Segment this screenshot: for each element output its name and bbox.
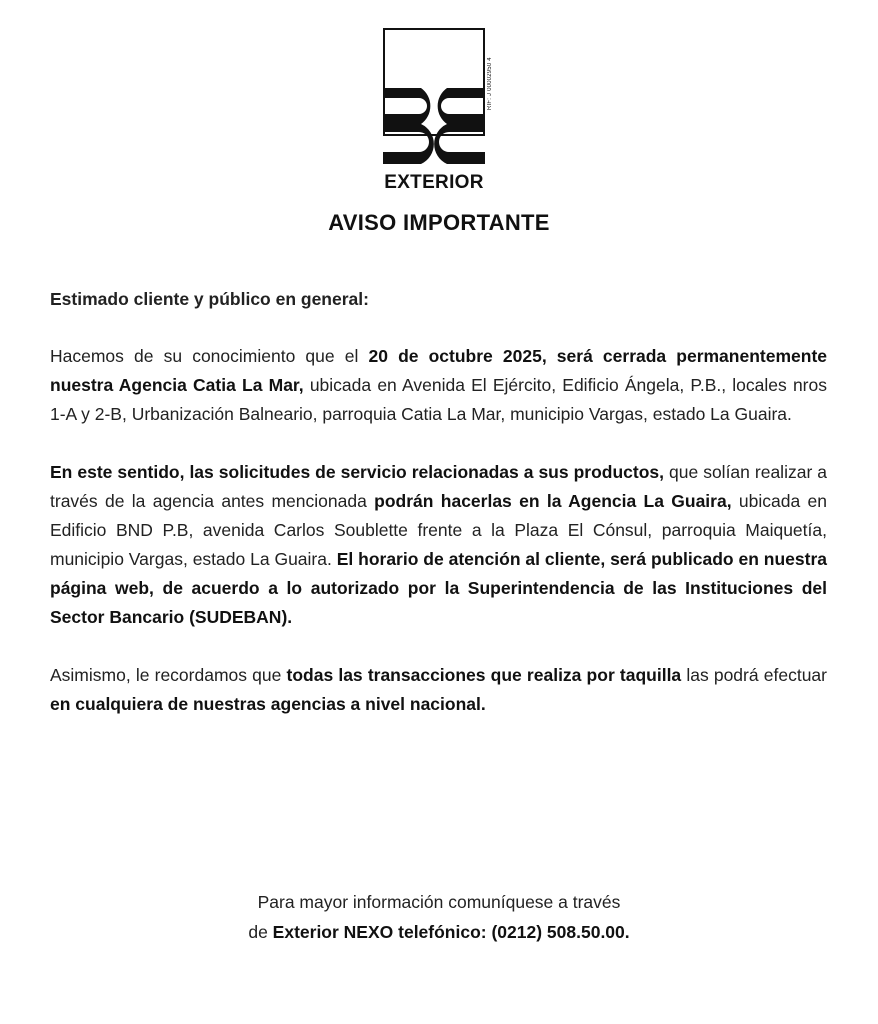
footer-line-1: Para mayor información comuníquese a través — [257, 892, 621, 912]
notice-title: AVISO IMPORTANTE — [328, 210, 550, 235]
text: ubicada en Avenida El Ejército, Edificio Ángela, P.B., locales nros 1-A y 2-B, Urbanización Balneario, parroquia Catia La Mar, municipio Vargas, estado La Guaira. — [50, 375, 827, 424]
logo-ee-mark-icon — [383, 88, 485, 164]
bold-text: En este sentido, las solicitudes de servicio relacionadas a sus productos, — [50, 462, 665, 482]
paragraph-reminder — [50, 661, 827, 719]
bold-text: 20 de octubre 2025, será cerrada permanentemente nuestra Agencia Catia La Mar, — [50, 346, 828, 395]
greeting: Estimado cliente y público en general: — [50, 289, 369, 309]
paragraph-alternative-agency — [50, 458, 827, 632]
text: que solían realizar a través de la agencia antes mencionada — [50, 462, 827, 511]
bold-text: todas las transacciones que realiza por taquilla — [286, 665, 682, 685]
bold-text: El horario de atención al cliente, será publicado en nuestra página web, de acuerdo a lo autorizado por la Superintendencia de las Instituciones del Sector Bancario (SUDEBAN). — [50, 549, 827, 627]
logo-brand-text: EXTERIOR — [384, 172, 484, 193]
text: de — [248, 922, 273, 942]
text: ubicada en Edificio BND P.B, avenida Carlos Soublette frente a la Plaza El Cónsul, parroquia Maiquetía, municipio Vargas, estado La Guaira. — [50, 491, 827, 569]
phone-contact: Exterior NEXO telefónico: (0212) 508.50.00. — [272, 922, 630, 942]
bank-logo — [383, 28, 497, 193]
paragraph-closure — [50, 342, 827, 429]
notice-body — [50, 285, 827, 719]
contact-footer — [0, 887, 878, 947]
bold-text: podrán hacerlas en la Agencia La Guaira, — [374, 491, 732, 511]
bold-text: en cualquiera de nuestras agencias a nivel nacional. — [50, 694, 486, 714]
logo-rif-text: RIF: J 00002950 4 — [487, 57, 493, 110]
footer-line-2 — [0, 917, 878, 947]
text: las podrá efectuar — [681, 665, 827, 685]
text: Hacemos de su conocimiento que el — [50, 346, 369, 366]
text: Asimismo, le recordamos que — [50, 665, 287, 685]
